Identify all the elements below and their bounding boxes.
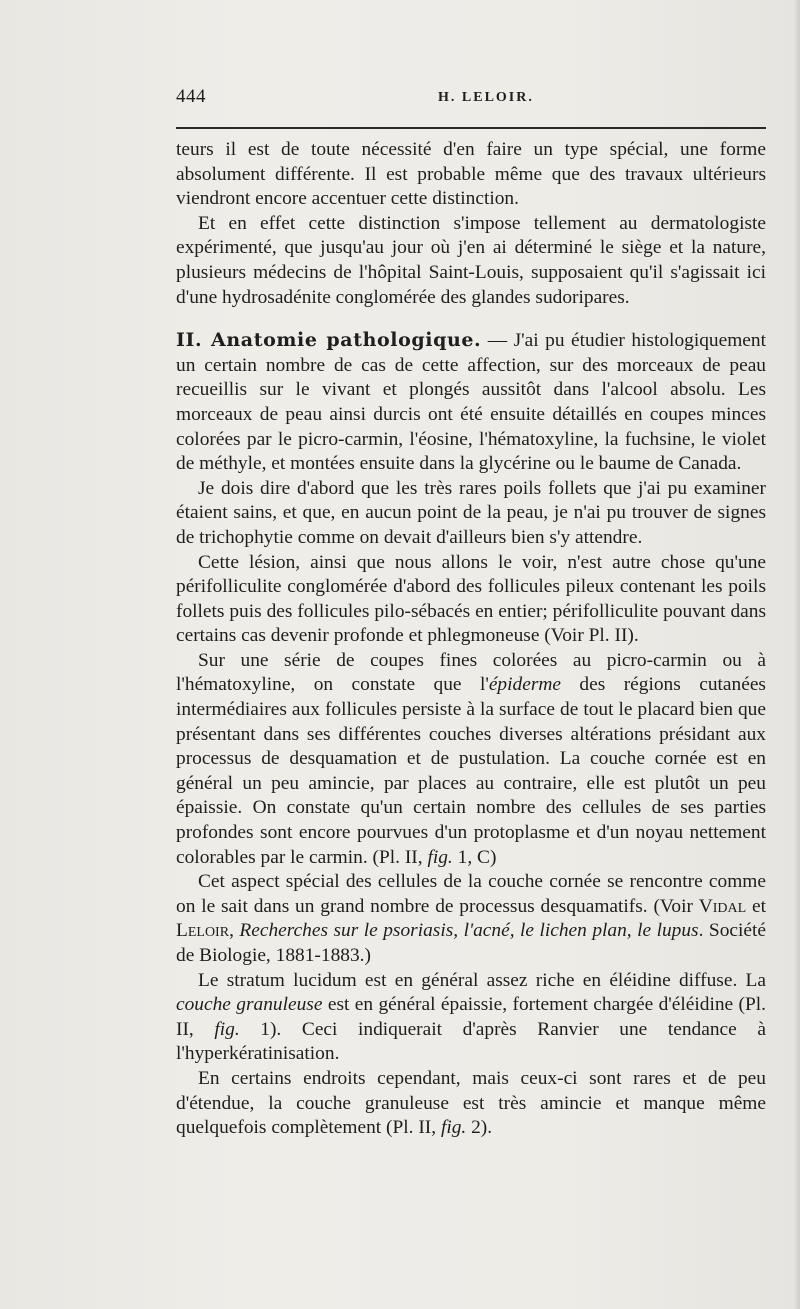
- section-paragraph: [176, 328, 766, 477]
- paragraph: [176, 551, 766, 649]
- italic-term: fig.: [427, 846, 453, 868]
- paragraph-text: Cet aspect spécial des cellules de la couche cornée se rencontre comme on le sait dans un grand nombre de processus desquamatifs. (Voir: [176, 871, 766, 917]
- paragraph-text: ,: [229, 920, 240, 942]
- italic-term: fig.: [440, 1117, 467, 1139]
- paragraph-text: — J'ai pu étudier histologiquement un certain nombre de cas de cette affection, sur des morceaux de peau recueillis sur le vivant et plongés aussitôt dans l'alcool absolu. Les morceaux de peau ainsi durcis ont été ensuite détaillés en coupes minces colorées par le picro-carmin, l'éosine, l'hématoxyline, la fuchsine, le violet de méthyle, et montées ensuite dans la glycérine ou le baume de Canada.: [176, 330, 766, 475]
- paragraph-text: Je dois dire d'abord que les très rares poils follets que j'ai pu examiner étaient sains, et que, en aucun point de la peau, je n'ai pu trouver de signes de trichophytie comme on devait d'ailleurs bien s'y attendre.: [176, 477, 766, 548]
- paragraph-text: 1, C): [452, 846, 497, 868]
- author-name: Vidal: [698, 895, 747, 917]
- paragraph: [176, 138, 766, 212]
- header-rule: [176, 127, 766, 129]
- author-name: Leloir: [176, 920, 230, 942]
- paragraph-text: Le stratum lucidum est en général assez riche en éléidine diffuse. La: [198, 969, 766, 991]
- paragraph: [176, 969, 766, 1067]
- italic-term: couche granuleuse: [176, 994, 323, 1016]
- paragraph-text: est en général épaissie, fortement chargée d'éléidine (Pl. II,: [176, 994, 766, 1040]
- italic-term: fig.: [214, 1018, 240, 1040]
- paragraph: [176, 1067, 766, 1141]
- paragraph-text: 2).: [466, 1117, 493, 1139]
- paragraph: [176, 212, 766, 310]
- page-header: [176, 86, 766, 116]
- citation-title: Recherches sur le psoriasis, l'acné, le lichen plan, le lupus: [239, 920, 699, 942]
- italic-term: épiderme: [488, 674, 561, 696]
- paragraph-text: Et en effet cette distinction s'impose tellement au dermatologiste expérimenté, que jusqu'au jour où j'en ai déterminé le siège et la nature, plusieurs médecins de l'hôpital Saint-Louis, supposaient qu'il s'agissait ici d'une hydrosadénite conglomérée des glandes sudoripares.: [176, 212, 766, 308]
- paragraph-text: teurs il est de toute nécessité d'en faire un type spécial, une forme absolument différente. Il est probable même que des travaux ultérieurs viendront encore accentuer cette distinction.: [176, 139, 766, 210]
- paragraph: [176, 477, 766, 551]
- paragraph-text: En certains endroits cependant, mais ceux-ci sont rares et de peu d'étendue, la couche granuleuse est très amincie et manque même quelquefois complètement (Pl. II,: [176, 1067, 766, 1139]
- section-title: II. Anatomie pathologique.: [176, 329, 482, 352]
- paragraph-text: et: [746, 895, 766, 917]
- paragraph-text: Sur une série de coupes fines colorées au picro-carmin ou à l'hématoxyline, on constate que l': [176, 649, 766, 696]
- paragraph-text: des régions cutanées intermédiaires aux follicules persiste à la surface de tout le placard bien que présentant dans ses différentes couches diverses altérations présidant aux processus de desquamation et de pustulation. La couche cornée est en général un peu amincie, par places au contraire, elle est plutôt un peu épaissie. On constate qu'un certain nombre des cellules de ses parties profondes sont encore pourvues d'un protoplasme et d'un noyau nettement colorables par le carmin. (Pl. II,: [176, 674, 766, 868]
- body-text: [176, 138, 766, 1141]
- running-head: H. LELOIR.: [438, 90, 534, 105]
- paragraph-text: . Société de Biologie, 1881-1883.): [176, 920, 766, 966]
- page-edge-shadow: [794, 0, 800, 1309]
- paragraph: [176, 649, 766, 870]
- paragraph-text: Cette lésion, ainsi que nous allons le voir, n'est autre chose qu'une périfolliculite conglomérée d'abord des follicules pileux contenant les poils follets puis des follicules pilo-sébacés en entier; périfolliculite pouvant dans certains cas devenir profonde et phlegmoneuse (Voir Pl. II).: [176, 551, 766, 647]
- paragraph: [176, 870, 766, 968]
- page-number: 444: [176, 86, 206, 107]
- paragraph-text: 1). Ceci indiquerait d'après Ranvier une tendance à l'hyperkératinisation.: [176, 1018, 766, 1065]
